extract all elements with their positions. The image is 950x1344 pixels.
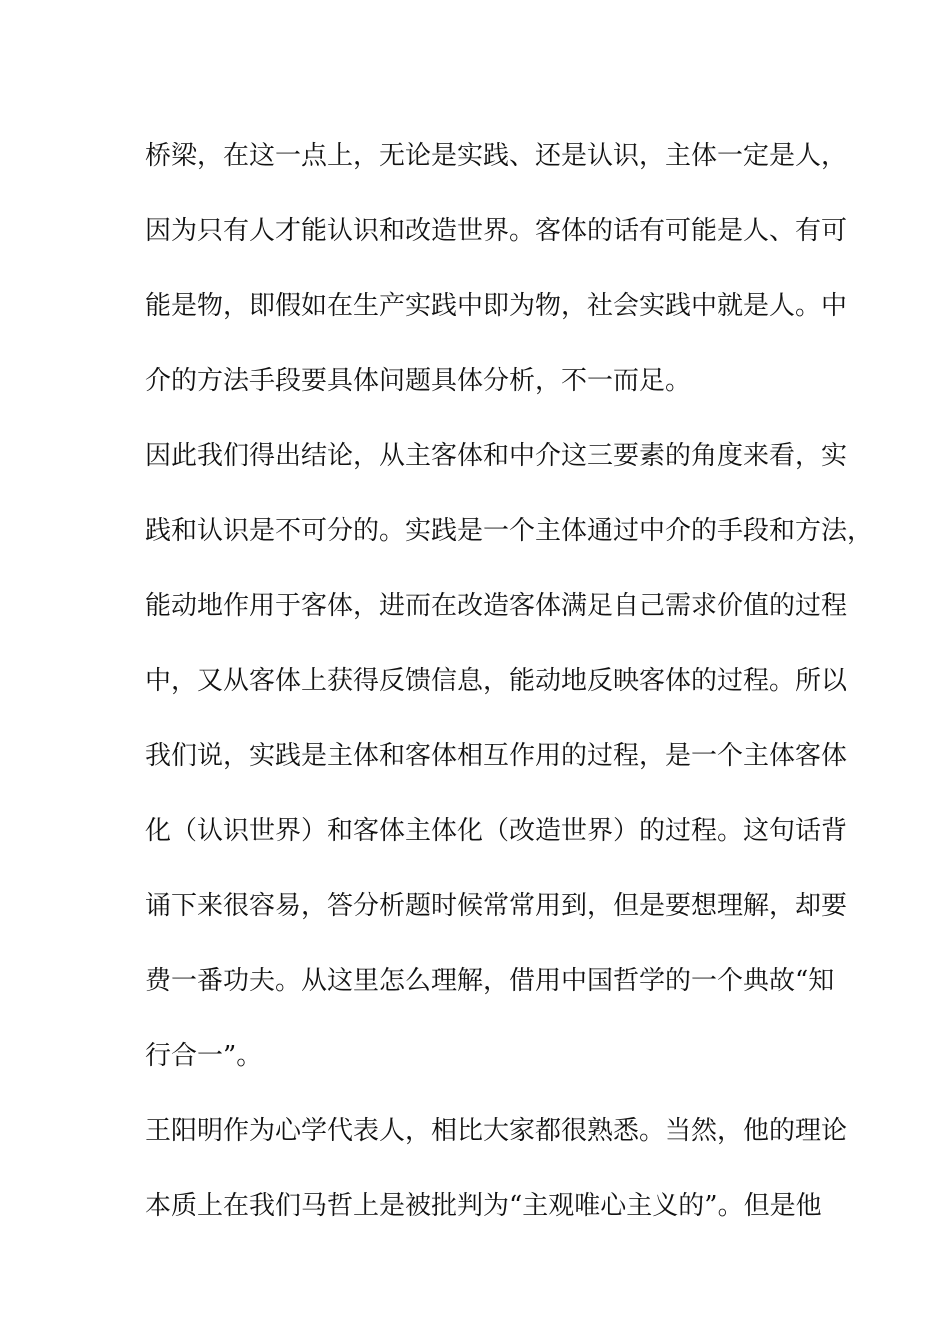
text-line: 化（认识世界）和客体主体化（改造世界）的过程。这句话背 bbox=[145, 816, 848, 846]
text-line: 因此我们得出结论，从主客体和中介这三要素的角度来看，实 bbox=[145, 441, 848, 471]
body-text bbox=[145, 128, 874, 1253]
text-line: 我们说，实践是主体和客体相互作用的过程，是一个主体客体 bbox=[145, 741, 848, 771]
text-line: 桥梁，在这一点上，无论是实践、还是认识，主体一定是人， bbox=[145, 141, 848, 171]
text-line: 能是物，即假如在生产实践中即为物，社会实践中就是人。中 bbox=[145, 291, 848, 321]
text-line: 介的方法手段要具体问题具体分析，不一而足。 bbox=[145, 366, 692, 396]
text-line: 中，又从客体上获得反馈信息，能动地反映客体的过程。所以 bbox=[145, 666, 848, 696]
text-line: 诵下来很容易，答分析题时候常常用到，但是要想理解，却要 bbox=[145, 891, 848, 921]
text-line: 费一番功夫。从这里怎么理解，借用中国哲学的一个典故“知 bbox=[145, 966, 835, 996]
text-line: 行合一”。 bbox=[145, 1041, 263, 1071]
text-line: 因为只有人才能认识和改造世界。客体的话有可能是人、有可 bbox=[145, 216, 848, 246]
text-line: 能动地作用于客体，进而在改造客体满足自己需求价值的过程 bbox=[145, 591, 848, 621]
text-line: 践和认识是不可分的。实践是一个主体通过中介的手段和方法， bbox=[145, 516, 874, 546]
text-line: 本质上在我们马哲上是被批判为“主观唯心主义的”。但是他 bbox=[145, 1191, 822, 1221]
text-line: 王阳明作为心学代表人，相比大家都很熟悉。当然，他的理论 bbox=[145, 1116, 848, 1146]
